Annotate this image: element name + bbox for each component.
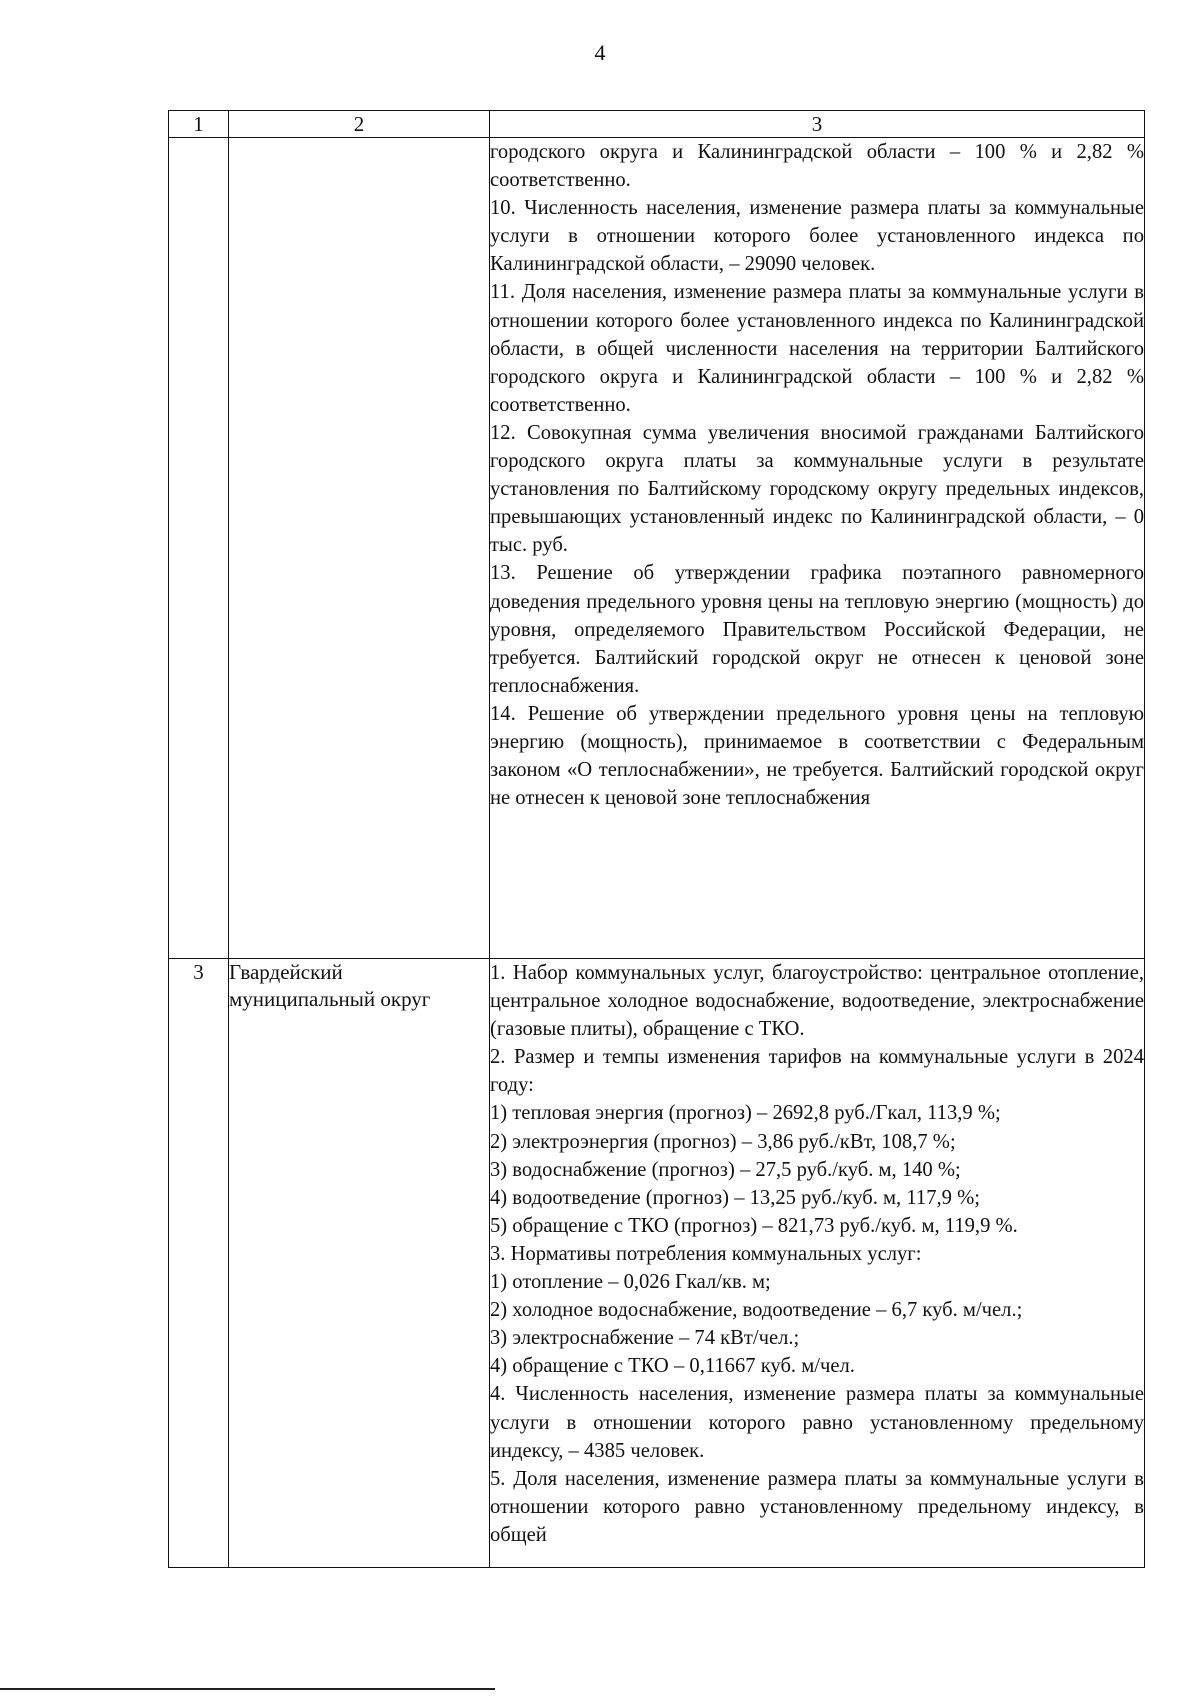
data-table	[168, 110, 1145, 1568]
table-header-row	[169, 111, 1145, 138]
content-paragraph: 2) электроэнергия (прогноз) – 3,86 руб./кВт, 108,7 %;	[490, 1130, 956, 1153]
municipality-name: Гвардейский муниципальный округ	[229, 959, 490, 1568]
row-content	[490, 138, 1145, 959]
content-paragraph: 3. Нормативы потребления коммунальных услуг:	[490, 1242, 922, 1265]
column-header-3: 3	[490, 111, 1145, 138]
content-paragraph: городского округа и Калининградской области – 100 % и 2,82 % соответственно.	[490, 141, 1144, 192]
content-paragraph: 2) холодное водоснабжение, водоотведение – 6,7 куб. м/чел.;	[490, 1299, 1023, 1322]
content-paragraph: 12. Совокупная сумма увеличения вносимой гражданами Балтийского городского округа платы за коммунальные услуги в результате установления по Балтийскому городскому округу предельных индексов, превышающих установленный индекс по Калининградской области, – 0 тыс. руб.	[490, 421, 1144, 557]
content-paragraph: 2. Размер и темпы изменения тарифов на коммунальные услуги в 2024 году:	[490, 1046, 1144, 1097]
content-paragraph: 4) водоотведение (прогноз) – 13,25 руб./куб. м, 117,9 %;	[490, 1186, 980, 1209]
content-paragraph: 1. Набор коммунальных услуг, благоустройство: центральное отопление, центральное холодное водоснабжение, водоотведение, электроснабжение (газовые плиты), обращение с ТКО.	[490, 962, 1144, 1041]
footer-divider	[0, 1688, 495, 1690]
content-paragraph: 3) водоснабжение (прогноз) – 27,5 руб./куб. м, 140 %;	[490, 1158, 961, 1181]
content-paragraph: 1) отопление – 0,026 Гкал/кв. м;	[490, 1271, 771, 1294]
content-paragraph: 5. Доля населения, изменение размера платы за коммунальные услуги в отношении которого равно установленному предельному индексу, в общей	[490, 1467, 1144, 1546]
municipality-name	[229, 138, 490, 959]
content-paragraph: 3) электроснабжение – 74 кВт/чел.;	[490, 1327, 800, 1350]
content-paragraph: 5) обращение с ТКО (прогноз) – 821,73 руб./куб. м, 119,9 %.	[490, 1214, 1018, 1237]
content-paragraph: 1) тепловая энергия (прогноз) – 2692,8 руб./Гкал, 113,9 %;	[490, 1102, 1001, 1125]
content-paragraph: 10. Численность населения, изменение размера платы за коммунальные услуги в отношении которого более установленного индекса по Калининградской области, – 29090 человек.	[490, 197, 1144, 276]
table-row	[169, 959, 1145, 1568]
content-paragraph: 14. Решение об утверждении предельного уровня цены на тепловую энергию (мощность), принимаемое в соответствии с Федеральным законом «О теплоснабжении», не требуется. Балтийский городской округ не отнесен к ценовой зоне теплоснабжения	[490, 702, 1144, 810]
page-number: 4	[594, 40, 606, 65]
content-paragraph: 11. Доля населения, изменение размера платы за коммунальные услуги в отношении которого более установленного индекса по Калининградской области, в общей численности населения на территории Балтийского городского округа и Калининградской области – 100 % и 2,82 % соответственно.	[490, 281, 1144, 416]
content-paragraph: 13. Решение об утверждении графика поэтапного равномерного доведения предельного уровня цены на тепловую энергию (мощность) до уровня, определяемого Правительством Российской Федерации, не требуется. Балтийский городской округ не отнесен к ценовой зоне теплоснабжения.	[490, 562, 1144, 697]
row-number: 3	[169, 959, 229, 1568]
content-paragraph: 4) обращение с ТКО – 0,11667 куб. м/чел.	[490, 1355, 855, 1378]
row-number	[169, 138, 229, 959]
content-paragraph: 4. Численность населения, изменение размера платы за коммунальные услуги в отношении которого равно установленному предельному индексу, – 4385 человек.	[490, 1383, 1144, 1462]
table-row	[169, 138, 1145, 959]
column-header-2: 2	[229, 111, 490, 138]
row-content	[490, 959, 1145, 1568]
column-header-1: 1	[169, 111, 229, 138]
